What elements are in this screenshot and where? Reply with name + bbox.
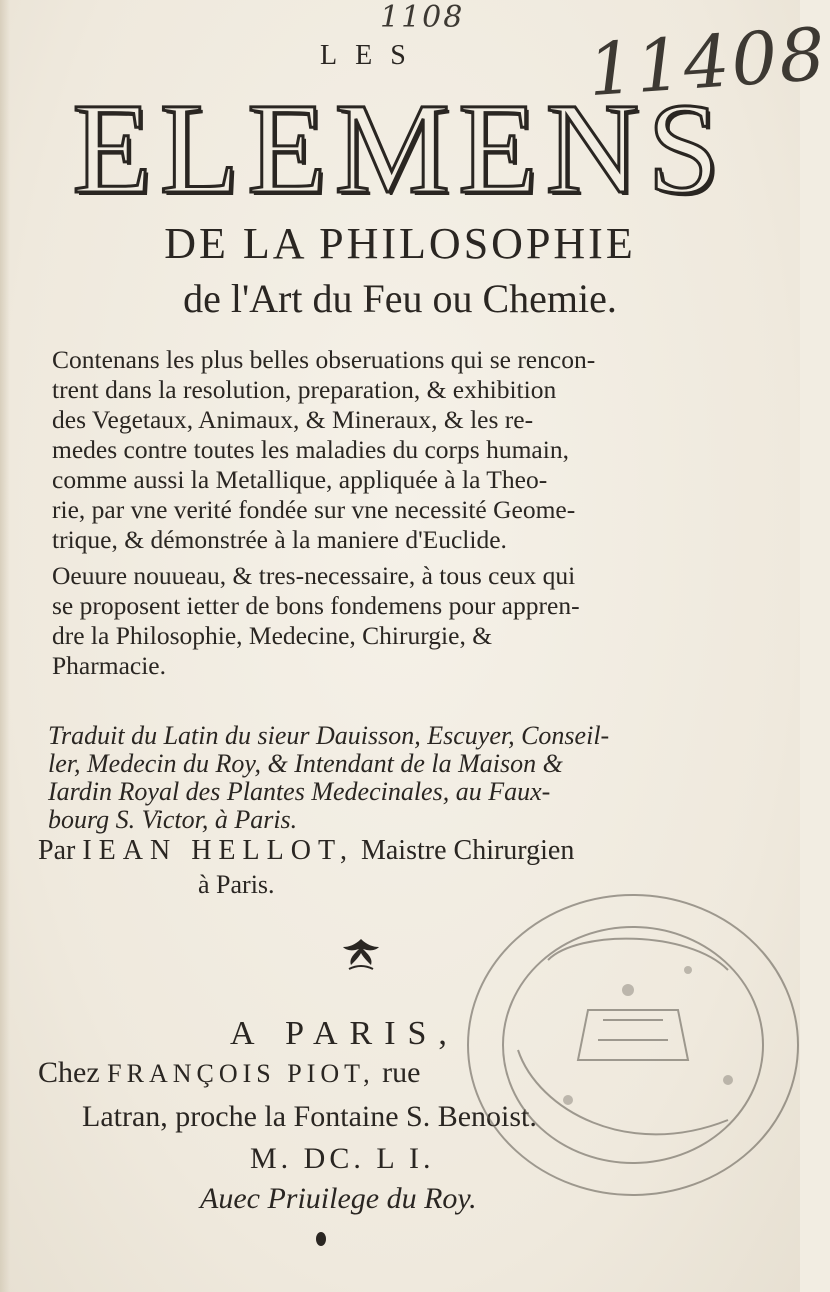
audience-paragraph [52,561,767,681]
publisher-prefix: Chez [38,1056,100,1089]
text-line: comme aussi la Metallique, appliquée à la Theo- [52,465,548,494]
text-line: Traduit du Latin du sieur Dauisson, Escuyer, Conseil- [48,721,610,750]
street-start: rue [382,1056,421,1089]
translation-note [48,722,778,834]
text-line: medes contre toutes les maladies du corps humain, [52,435,569,464]
imprint-publisher [38,1056,420,1090]
page-title: ELEMENS [72,77,728,221]
text-line: Pharmacie. [52,651,166,680]
text-line: des Vegetaux, Animaux, & Mineraux, & les re- [52,405,534,434]
library-stamp-icon [428,870,800,1210]
fleuron-ornament-icon [335,935,387,975]
imprint-privilege: Auec Priuilege du Roy. [200,1182,477,1215]
title-subtitle-2: de l'Art du Feu ou Chemie. [183,276,617,321]
text-line: ler, Medecin du Roy, & Intendant de la Maison & [48,749,563,778]
title-les: LES [320,40,424,71]
text-line: dre la Philosophie, Medecine, Chirurgie, & [52,621,493,650]
imprint-address: Latran, proche la Fontaine S. Benoist. [82,1100,537,1133]
text-line: bourg S. Victor, à Paris. [48,805,298,834]
translator-prefix: Par [38,835,76,866]
handwritten-shelfmark-top: 1108 [380,0,465,35]
text-line: Oeuure nouueau, & tres-necessaire, à tous ceux qui [52,561,576,590]
text-line: trent dans la resolution, preparation, & exhibition [52,375,557,404]
title-subtitle: DE LA PHILOSOPHIE [164,219,636,268]
handwritten-shelfmark-right: 11408 [585,11,830,113]
text-line: rie, par vne verité fondée sur vne necessité Geome- [52,495,576,524]
imprint-year: M. DC. L I. [250,1142,435,1175]
page-edge-shadow [0,0,10,1292]
text-line: se proposent ietter de bons fondemens pour appren- [52,591,580,620]
ink-dot [316,1232,326,1246]
text-line: Contenans les plus belles obseruations qui se rencon- [52,345,596,374]
translator-line [38,835,574,867]
description-paragraph [52,345,767,555]
translator-title: Maistre Chirurgien [360,835,575,866]
imprint-city: A PARIS, [230,1015,459,1052]
translator-place: à Paris. [198,870,275,899]
publisher-name: FRANÇOIS PIOT, [107,1059,375,1088]
text-line: trique, & démonstrée à la maniere d'Euclide. [52,525,507,554]
translator-name: IEAN HELLOT, [82,835,354,866]
text-line: Iardin Royal des Plantes Medecinales, au Faux- [48,777,551,806]
